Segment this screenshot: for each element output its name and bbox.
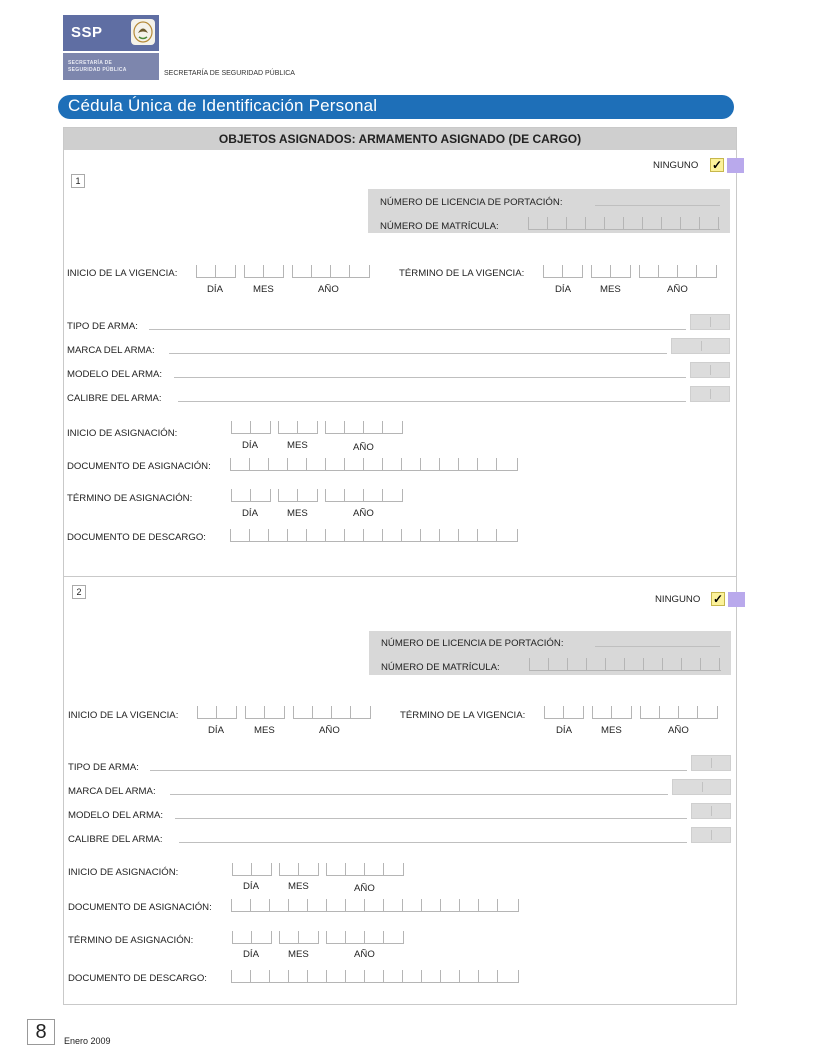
assignment-start-year[interactable]: [325, 418, 403, 434]
end-validity-label: TÉRMINO DE LA VIGENCIA:: [399, 268, 525, 279]
weapon-type-field[interactable]: [150, 770, 687, 771]
logo-subtitle-line2: SEGURIDAD PÚBLICA: [68, 67, 127, 73]
month-caption: MES: [600, 284, 621, 295]
start-validity-day[interactable]: [196, 262, 236, 278]
assignment-start-day[interactable]: [232, 860, 272, 876]
year-caption: AÑO: [668, 725, 689, 736]
end-validity-year[interactable]: [639, 262, 717, 278]
weapon-type-label: TIPO DE ARMA:: [67, 321, 138, 332]
month-caption: MES: [288, 949, 309, 960]
weapon-type-code[interactable]: [690, 314, 730, 330]
ssp-logo: [63, 15, 159, 80]
license-field[interactable]: [595, 646, 720, 647]
section-divider: [64, 576, 736, 577]
weapon-model-code[interactable]: [690, 362, 730, 378]
weapon-model-label: MODELO DEL ARMA:: [68, 810, 164, 821]
month-caption: MES: [287, 508, 308, 519]
weapon-caliber-field[interactable]: [178, 401, 686, 402]
day-caption: DÍA: [208, 725, 224, 736]
start-validity-month[interactable]: [244, 262, 284, 278]
weapon-model-label: MODELO DEL ARMA:: [67, 369, 163, 380]
year-caption: AÑO: [354, 883, 375, 894]
month-caption: MES: [601, 725, 622, 736]
month-caption: MES: [254, 725, 275, 736]
assignment-start-day[interactable]: [231, 418, 271, 434]
assignment-start-year[interactable]: [326, 860, 404, 876]
end-validity-month[interactable]: [591, 262, 631, 278]
registration-label: NÚMERO DE MATRÍCULA:: [380, 221, 499, 232]
none-marker: [728, 592, 745, 607]
assignment-end-label: TÉRMINO DE ASIGNACIÓN:: [68, 935, 194, 946]
weapon-brand-code[interactable]: [672, 779, 731, 795]
assignment-end-day[interactable]: [231, 486, 271, 502]
entry-number: 2: [72, 585, 86, 599]
weapon-brand-field[interactable]: [170, 794, 668, 795]
weapon-type-field[interactable]: [149, 329, 686, 330]
assignment-end-month[interactable]: [279, 928, 319, 944]
discharge-document-field[interactable]: [231, 967, 519, 983]
agency-name: SECRETARÍA DE SEGURIDAD PÚBLICA: [164, 70, 295, 77]
start-validity-label: INICIO DE LA VIGENCIA:: [68, 710, 179, 721]
weapon-caliber-code[interactable]: [690, 386, 730, 402]
end-validity-year[interactable]: [640, 703, 718, 719]
assignment-start-month[interactable]: [278, 418, 318, 434]
start-validity-label: INICIO DE LA VIGENCIA:: [67, 268, 178, 279]
section-title: OBJETOS ASIGNADOS: ARMAMENTO ASIGNADO (DE CARGO): [64, 128, 736, 150]
document-title-banner: [58, 95, 734, 119]
assignment-start-month[interactable]: [279, 860, 319, 876]
day-caption: DÍA: [243, 881, 259, 892]
weapon-caliber-label: CALIBRE DEL ARMA:: [67, 393, 162, 404]
none-label: NINGUNO: [653, 160, 699, 171]
month-caption: MES: [253, 284, 274, 295]
discharge-document-label: DOCUMENTO DE DESCARGO:: [67, 532, 206, 543]
weapon-type-label: TIPO DE ARMA:: [68, 762, 139, 773]
month-caption: MES: [288, 881, 309, 892]
entry-number: 1: [71, 174, 85, 188]
start-validity-year[interactable]: [292, 262, 370, 278]
discharge-document-label: DOCUMENTO DE DESCARGO:: [68, 973, 207, 984]
start-validity-year[interactable]: [293, 703, 371, 719]
weapon-brand-field[interactable]: [169, 353, 667, 354]
assignment-end-day[interactable]: [232, 928, 272, 944]
year-caption: AÑO: [354, 949, 375, 960]
end-validity-label: TÉRMINO DE LA VIGENCIA:: [400, 710, 526, 721]
year-caption: AÑO: [318, 284, 339, 295]
registration-label: NÚMERO DE MATRÍCULA:: [381, 662, 500, 673]
weapon-model-code[interactable]: [691, 803, 731, 819]
weapon-caliber-label: CALIBRE DEL ARMA:: [68, 834, 163, 845]
end-validity-month[interactable]: [592, 703, 632, 719]
coat-of-arms-icon: [131, 19, 155, 45]
end-validity-day[interactable]: [543, 262, 583, 278]
registration-field[interactable]: [529, 655, 721, 671]
assignment-start-label: INICIO DE ASIGNACIÓN:: [68, 867, 179, 878]
day-caption: DÍA: [555, 284, 571, 295]
weapon-brand-label: MARCA DEL ARMA:: [68, 786, 156, 797]
document-title: Cédula Única de Identificación Personal: [68, 96, 378, 115]
assignment-end-year[interactable]: [325, 486, 403, 502]
year-caption: AÑO: [667, 284, 688, 295]
none-marker: [727, 158, 744, 173]
weapon-model-field[interactable]: [175, 818, 687, 819]
year-caption: AÑO: [353, 508, 374, 519]
license-label: NÚMERO DE LICENCIA DE PORTACIÓN:: [380, 197, 563, 208]
logo-subtitle-line1: SECRETARÍA DE: [68, 60, 113, 66]
none-checkbox[interactable]: ✓: [712, 592, 724, 606]
weapon-model-field[interactable]: [174, 377, 686, 378]
day-caption: DÍA: [556, 725, 572, 736]
logo-text: SSP: [71, 24, 103, 41]
end-validity-day[interactable]: [544, 703, 584, 719]
start-validity-month[interactable]: [245, 703, 285, 719]
registration-field[interactable]: [528, 214, 720, 230]
year-caption: AÑO: [319, 725, 340, 736]
weapon-caliber-field[interactable]: [179, 842, 687, 843]
assignment-document-label: DOCUMENTO DE ASIGNACIÓN:: [68, 902, 212, 913]
month-caption: MES: [287, 440, 308, 451]
discharge-document-field[interactable]: [230, 526, 518, 542]
assignment-end-month[interactable]: [278, 486, 318, 502]
assignment-end-label: TÉRMINO DE ASIGNACIÓN:: [67, 493, 193, 504]
page-number: 8: [27, 1019, 55, 1045]
start-validity-day[interactable]: [197, 703, 237, 719]
footer-date: Enero 2009: [64, 1036, 111, 1046]
none-checkbox[interactable]: ✓: [711, 158, 723, 172]
day-caption: DÍA: [207, 284, 223, 295]
weapon-brand-code[interactable]: [671, 338, 730, 354]
day-caption: DÍA: [243, 949, 259, 960]
weapon-type-code[interactable]: [691, 755, 731, 771]
assignment-end-year[interactable]: [326, 928, 404, 944]
assignment-start-label: INICIO DE ASIGNACIÓN:: [67, 428, 178, 439]
none-label: NINGUNO: [655, 594, 701, 605]
license-label: NÚMERO DE LICENCIA DE PORTACIÓN:: [381, 638, 564, 649]
weapon-caliber-code[interactable]: [691, 827, 731, 843]
assignment-document-label: DOCUMENTO DE ASIGNACIÓN:: [67, 461, 211, 472]
license-field[interactable]: [595, 205, 720, 206]
assignment-document-field[interactable]: [231, 896, 519, 912]
weapon-brand-label: MARCA DEL ARMA:: [67, 345, 155, 356]
day-caption: DÍA: [242, 440, 258, 451]
assignment-document-field[interactable]: [230, 455, 518, 471]
day-caption: DÍA: [242, 508, 258, 519]
year-caption: AÑO: [353, 442, 374, 453]
